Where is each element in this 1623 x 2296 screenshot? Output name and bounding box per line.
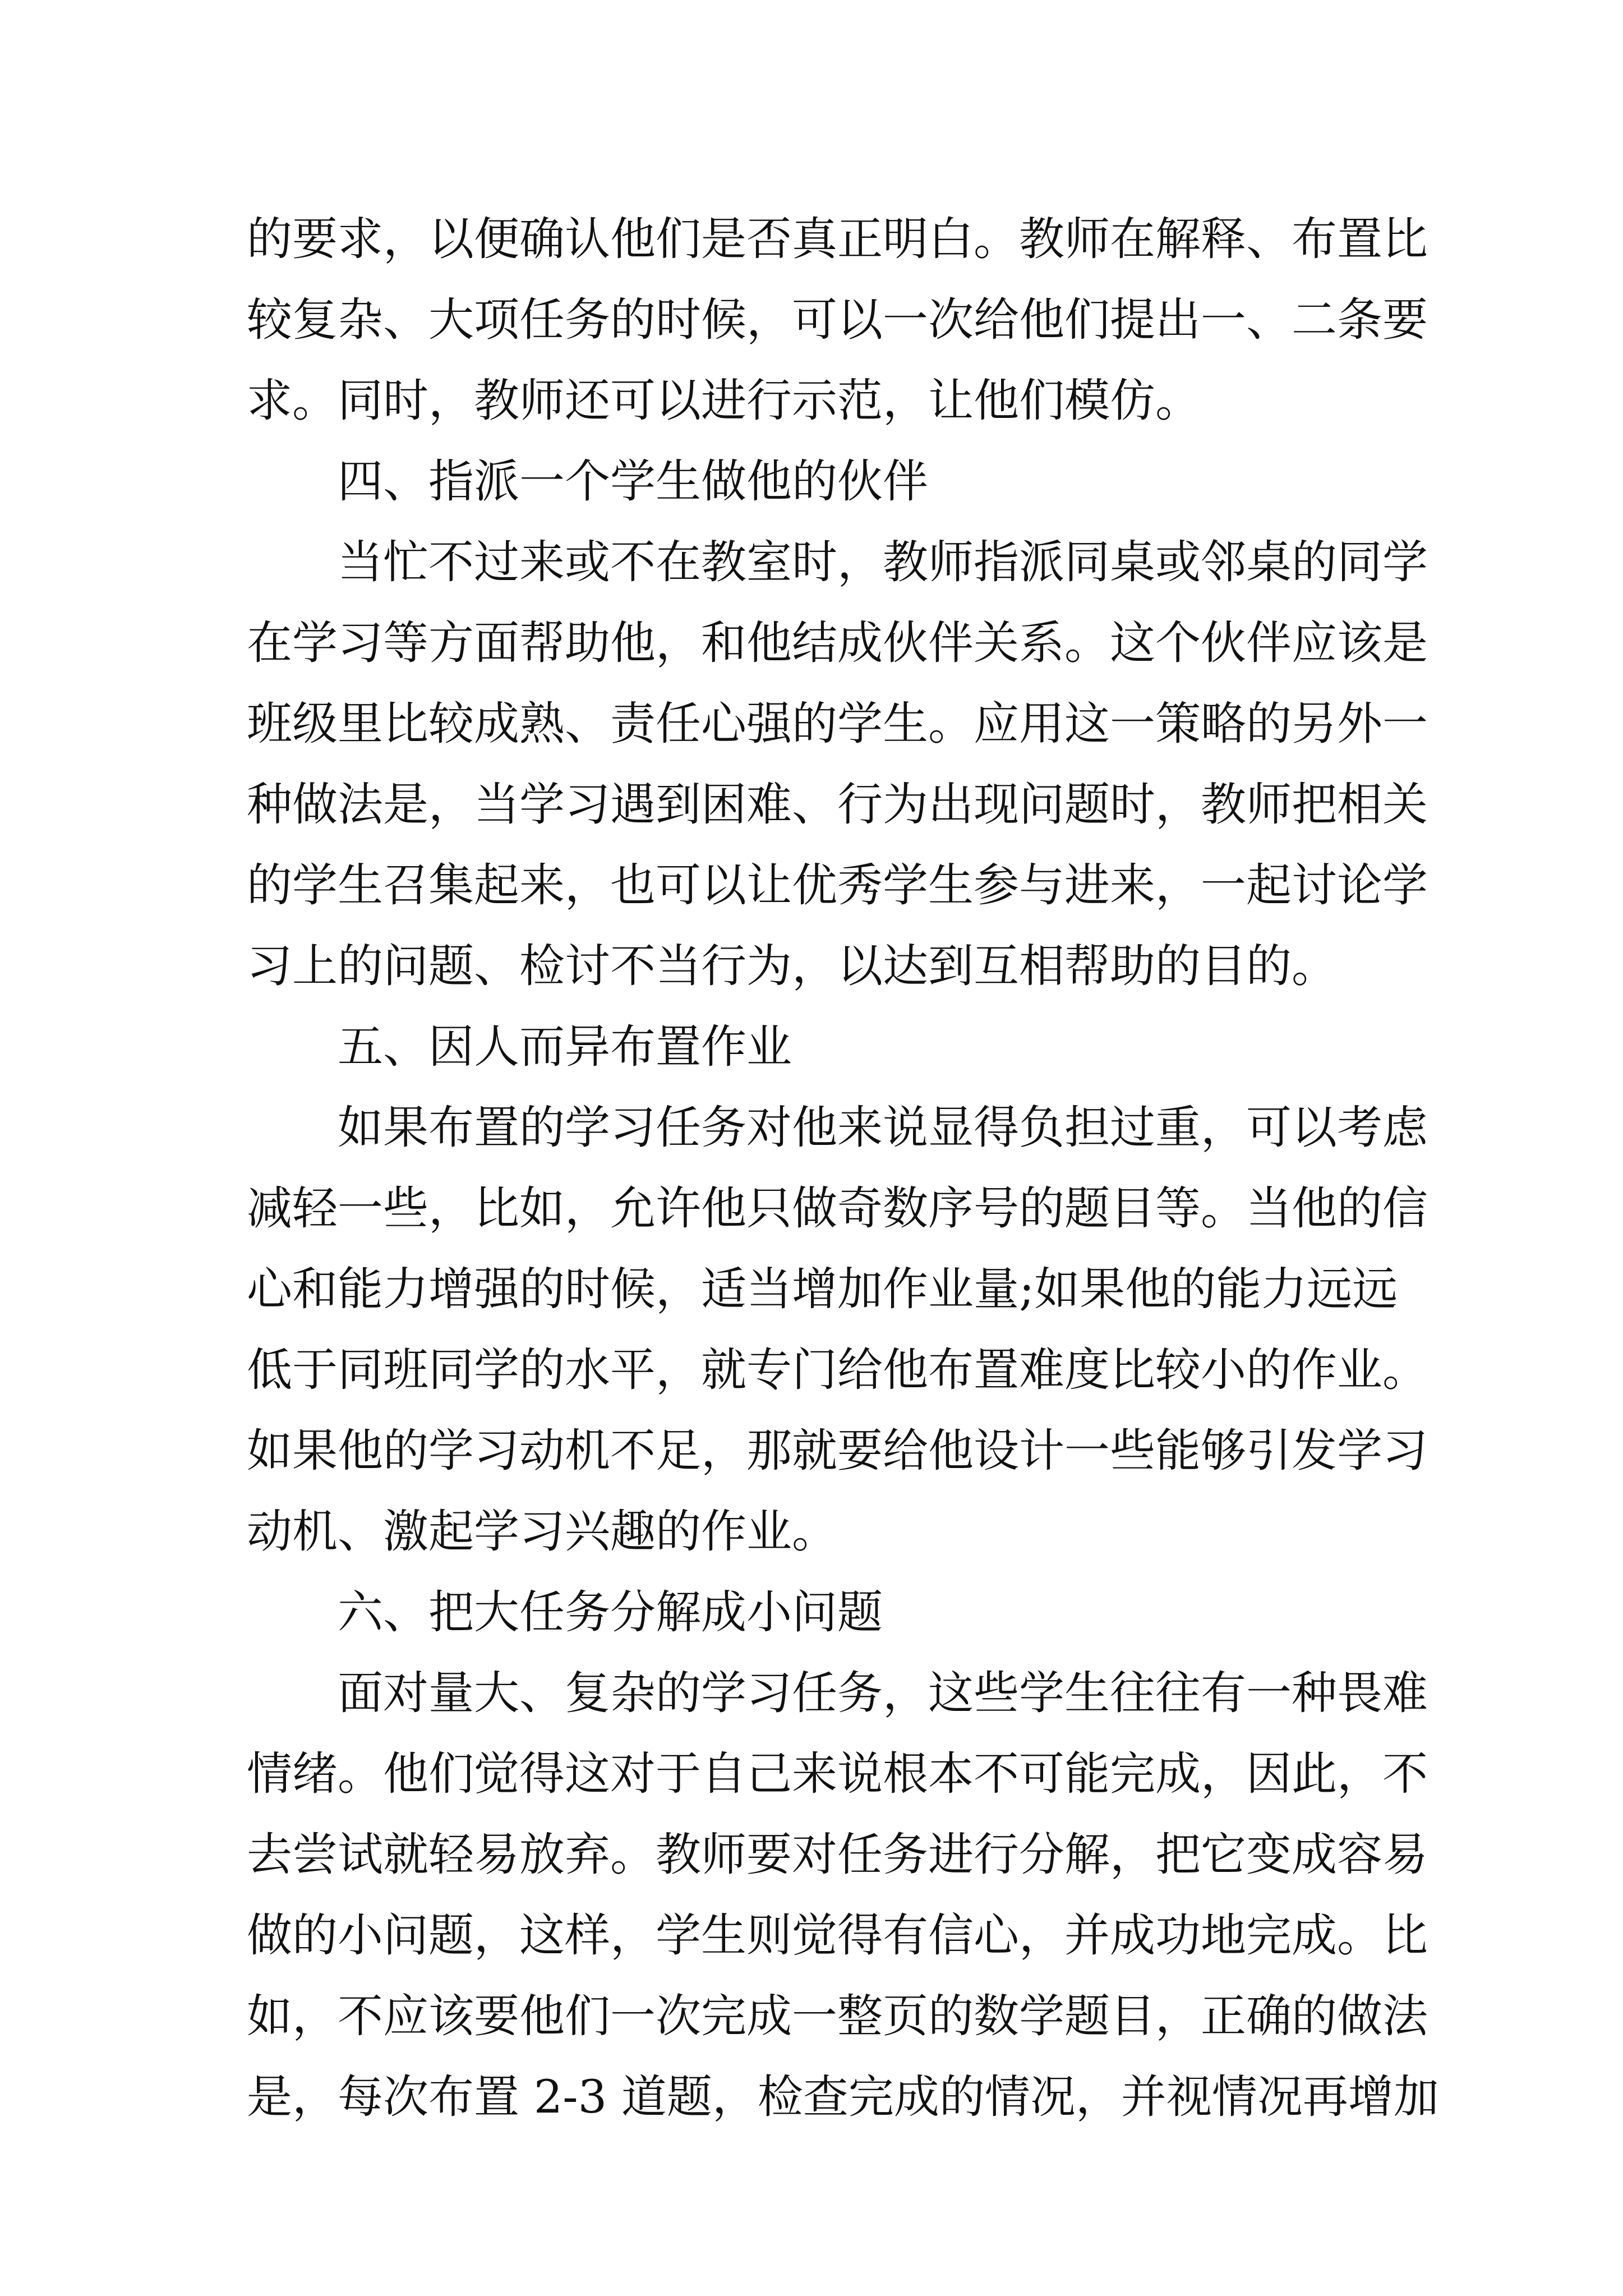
section-heading: 六、把大任务分解成小问题 bbox=[338, 1586, 883, 1639]
text-line: 如果布置的学习任务对他来说显得负担过重，可以考虑 bbox=[338, 1102, 1428, 1154]
text-line: 的学生召集起来，也可以让优秀学生参与进来，一起讨论学 bbox=[247, 859, 1428, 912]
section-heading: 五、因人而异布置作业 bbox=[338, 1021, 792, 1074]
text-line: 是，每次布置 2-3 道题，检查完成的情况，并视情况再增加 bbox=[247, 2071, 1439, 2124]
text-line: 情绪。他们觉得这对于自己来说根本不可能完成，因此，不 bbox=[247, 1748, 1428, 1801]
text-line: 在学习等方面帮助他，和他结成伙伴关系。这个伙伴应该是 bbox=[247, 617, 1428, 670]
text-line: 低于同班同学的水平，就专门给他布置难度比较小的作业。 bbox=[247, 1344, 1428, 1397]
text-line: 种做法是，当学习遇到困难、行为出现问题时，教师把相关 bbox=[247, 779, 1428, 831]
section-heading: 四、指派一个学生做他的伙伴 bbox=[338, 455, 929, 508]
text-line: 心和能力增强的时候，适当增加作业量;如果他的能力远远 bbox=[247, 1263, 1398, 1316]
text-line: 去尝试就轻易放弃。教师要对任务进行分解，把它变成容易 bbox=[247, 1829, 1428, 1881]
text-line: 如果他的学习动机不足，那就要给他设计一些能够引发学习 bbox=[247, 1425, 1428, 1478]
text-line: 班级里比较成熟、责任心强的学生。应用这一策略的另外一 bbox=[247, 698, 1428, 751]
text-line: 减轻一些，比如，允许他只做奇数序号的题目等。当他的信 bbox=[247, 1182, 1428, 1235]
text-line: 的要求，以便确认他们是否真正明白。教师在解释、布置比 bbox=[247, 213, 1428, 266]
text-line: 习上的问题、检讨不当行为，以达到互相帮助的目的。 bbox=[247, 940, 1338, 993]
text-line: 面对量大、复杂的学习任务，这些学生往往有一种畏难 bbox=[338, 1667, 1428, 1720]
text-line: 求。同时，教师还可以进行示范，让他们模仿。 bbox=[247, 375, 1201, 427]
text-line: 较复杂、大项任务的时候，可以一次给他们提出一、二条要 bbox=[247, 294, 1428, 347]
body-text bbox=[247, 199, 1439, 2138]
text-line: 如，不应该要他们一次完成一整页的数学题目，正确的做法 bbox=[247, 1990, 1428, 2043]
text-line: 动机、激起学习兴趣的作业。 bbox=[247, 1506, 838, 1558]
text-line: 做的小问题，这样，学生则觉得有信心，并成功地完成。比 bbox=[247, 1910, 1428, 1962]
text-line: 当忙不过来或不在教室时，教师指派同桌或邻桌的同学 bbox=[338, 536, 1428, 589]
